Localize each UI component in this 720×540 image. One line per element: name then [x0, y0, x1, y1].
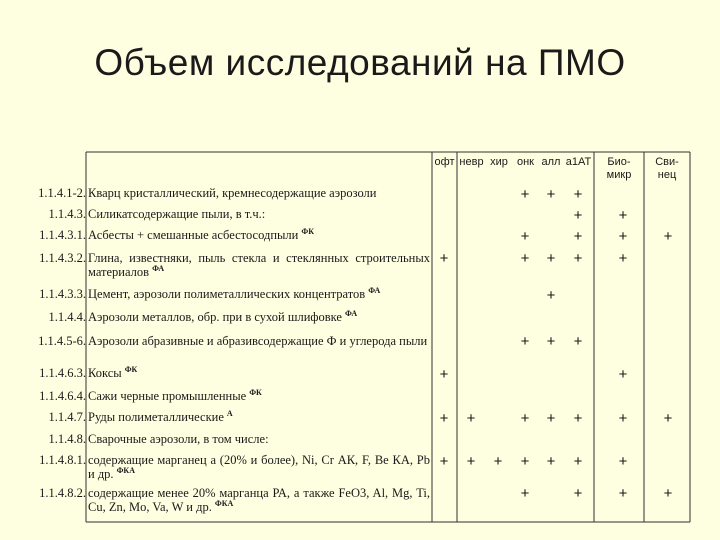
row-text: Кварц кристаллический, кремнесодержащие аэрозоли — [88, 186, 377, 200]
row-text: Аэрозоли металлов, обр. при в сухой шлифовке $^{ФА}$ — [88, 309, 358, 324]
row-text: содержащие менее 20% марганца РА, а также FeO3, Al, Mg, Ti, Cu, Zn, Mo, Va, W и др. $^{ФКА}$ — [88, 486, 430, 514]
plus-mark: + — [439, 410, 449, 427]
plus-mark: + — [520, 333, 530, 350]
plus-mark: + — [573, 410, 583, 427]
col-header-biomikr: Био- микр — [606, 156, 632, 181]
row-code: 1.1.4.4. — [48, 310, 86, 324]
row-code: 1.1.4.6.3. — [39, 366, 86, 380]
plus-mark: + — [466, 410, 476, 427]
row-text: Силикатсодержащие пыли, в т.ч.: — [88, 207, 266, 221]
col-header-onk: онк — [516, 156, 534, 168]
plus-mark: + — [618, 250, 628, 267]
plus-mark: + — [573, 186, 583, 203]
plus-mark: + — [493, 453, 503, 470]
col-header-nevr: невр — [459, 156, 484, 168]
plus-mark: + — [573, 453, 583, 470]
plus-mark: + — [520, 250, 530, 267]
row-code: 1.1.4.5-6. — [38, 334, 86, 348]
plus-mark: + — [573, 207, 583, 224]
row-text: Глина, известняки, пыль стекла и стеклянных строительных материалов $^{ФА}$ — [88, 251, 430, 279]
plus-mark: + — [573, 250, 583, 267]
plus-mark: + — [520, 485, 530, 502]
row-text: Сварочные аэрозоли, в том числе: — [88, 432, 269, 446]
row-code: 1.1.4.3.2. — [39, 251, 86, 265]
col-header-a1at: а1АТ — [565, 156, 592, 168]
plus-mark: + — [466, 453, 476, 470]
row-code: 1.1.4.8.2. — [39, 486, 86, 500]
row-code: 1.1.4.8.1. — [39, 453, 86, 467]
row-code: 1.1.4.3. — [48, 207, 86, 221]
plus-mark: + — [439, 453, 449, 470]
plus-mark: + — [546, 333, 556, 350]
plus-mark: + — [546, 410, 556, 427]
row-code: 1.1.4.7. — [48, 410, 86, 424]
plus-mark: + — [618, 453, 628, 470]
plus-mark: + — [439, 366, 449, 383]
row-code: 1.1.4.3.1. — [39, 228, 86, 242]
col-header-hir: хир — [490, 156, 508, 168]
plus-mark: + — [520, 453, 530, 470]
plus-mark: + — [618, 366, 628, 383]
row-code: 1.1.4.8. — [48, 432, 86, 446]
plus-mark: + — [573, 228, 583, 245]
col-header-oft: офт — [434, 156, 455, 168]
row-text: Сажи черные промышленные $^{ФК}$ — [88, 388, 262, 403]
plus-mark: + — [618, 485, 628, 502]
page-title: Объем исследований на ПМО — [94, 42, 626, 83]
row-text: Коксы $^{ФК}$ — [88, 365, 138, 380]
row-text: Цемент, аэрозоли полиметаллических концентратов $^{ФА}$ — [88, 286, 381, 301]
row-text: Руды полиметаллические $^А$ — [88, 409, 233, 424]
row-text: содержащие марганец а (20% и более), Ni, Cr АК, F, Be КА, Pb и др. $^{ФКА}$ — [88, 453, 430, 481]
row-text: Асбесты + смешанные асбестосодпыли $^{ФК}$ — [88, 227, 315, 242]
row-code: 1.1.4.3.3. — [39, 287, 86, 301]
plus-mark: + — [546, 287, 556, 304]
plus-mark: + — [663, 485, 673, 502]
row-code: 1.1.4.1-2. — [38, 186, 86, 200]
col-header-all: алл — [541, 156, 561, 168]
plus-mark: + — [546, 186, 556, 203]
col-header-svinets: Сви- нец — [655, 156, 679, 181]
plus-mark: + — [573, 485, 583, 502]
plus-mark: + — [618, 410, 628, 427]
plus-mark: + — [439, 250, 449, 267]
plus-mark: + — [520, 410, 530, 427]
plus-mark: + — [546, 250, 556, 267]
plus-mark: + — [520, 228, 530, 245]
plus-mark: + — [573, 333, 583, 350]
plus-mark: + — [520, 186, 530, 203]
row-code: 1.1.4.6.4. — [39, 389, 86, 403]
plus-mark: + — [618, 228, 628, 245]
row-text: Аэрозоли абразивные и абразивсодержащие Ф и углерода пыли — [88, 334, 428, 348]
plus-mark: + — [546, 453, 556, 470]
plus-mark: + — [663, 228, 673, 245]
plus-mark: + — [618, 207, 628, 224]
plus-mark: + — [663, 410, 673, 427]
